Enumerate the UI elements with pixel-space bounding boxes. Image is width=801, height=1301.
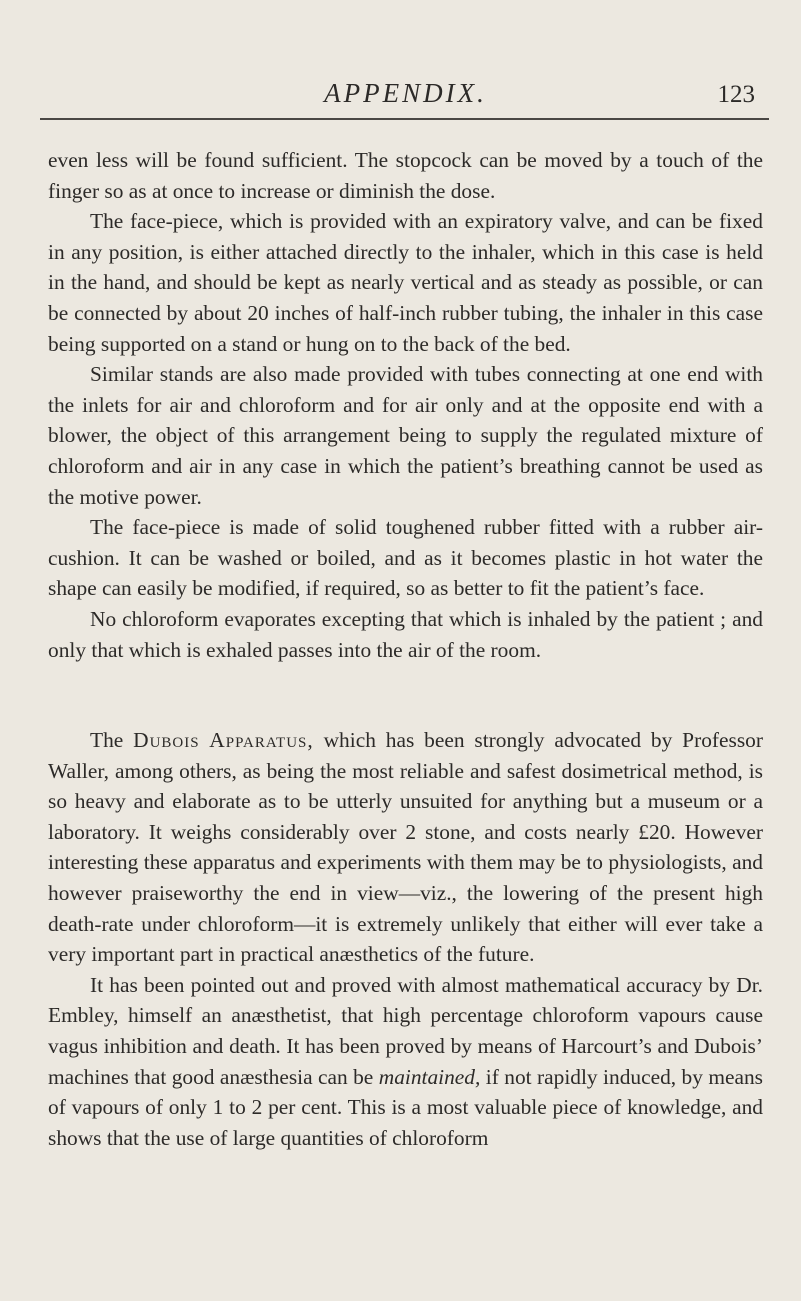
paragraph-embley [48,970,763,1154]
italic-emphasis: maintained, [378,1064,481,1089]
running-title: APPENDIX. [324,78,487,108]
header-rule [40,118,769,120]
body-text [48,145,763,1153]
paragraph-continued: even less will be found sufficient. The stopcock can be moved by a touch of the finger so as at once to increase or diminish the dose. [48,148,763,203]
paragraph-lead-word: The [90,728,124,753]
paragraph-stands: Similar stands are also made provided with tubes connecting at one end with the inlets for air and chloroform and for air only and at the opposite end with a blower, the object of this arrangement being to supply the regulated mixture of chloroform and air in any case in which the patient’s breathing cannot be used as the motive power. [48,362,763,509]
paragraph-face-piece: The face-piece, which is provided with an expiratory valve, and can be fixed in any position, is either attached directly to the inhaler, which in this case is held in the hand, and should be kept as nearly vertical and as steady as possible, or can be connected by about 20 inches of half-inch rubber tubing, the inhaler in this case being supported on a stand or hung on to the back of the bed. [48,209,763,356]
paragraph-dubois-apparatus [48,725,763,970]
paragraph-body-after: if not rapidly induced, by means of vapours of only 1 to 2 per cent. This is a most valuable piece of knowledge, and shows that the use of large quantities of chloroform [48,1064,763,1150]
apparatus-name: Dubois Apparatus, [133,728,314,753]
page-number: 123 [717,81,755,108]
paragraph-body: which has been strongly advocated by Professor Waller, among others, as being the most reliable and safest dosimetrical method, is so heavy and elaborate as to be utterly unsuited for anything but a museum or a laboratory. It weighs considerably over 2 stone, and costs nearly £20. However interesting these apparatus and experiments with them may be to physiologists, and however praiseworthy the end in view—viz., the lowering of the present high death-rate under chloroform—it is extremely unlikely that either will ever take a very important part in practical anæsthetics of the future. [48,728,763,967]
running-head [48,78,763,118]
paragraph-body-before: It has been pointed out and proved with almost mathematical accuracy by Dr. Embley, himself an anæsthetist, that high percentage chloroform vapours cause vagus inhibition and death. It has been proved by means of Harcourt’s and Dubois’ machines that good anæsthesia can be [48,972,763,1089]
paragraph-evaporation: No chloroform evaporates excepting that which is inhaled by the patient ; and only that which is exhaled passes into the air of the room. [48,606,763,662]
paragraph-rubber-face-piece: The face-piece is made of solid toughened rubber fitted with a rubber air-cushion. It can be washed or boiled, and as it becomes plastic in hot water the shape can easily be modified, if required, so as better to fit the patient’s face. [48,515,763,601]
